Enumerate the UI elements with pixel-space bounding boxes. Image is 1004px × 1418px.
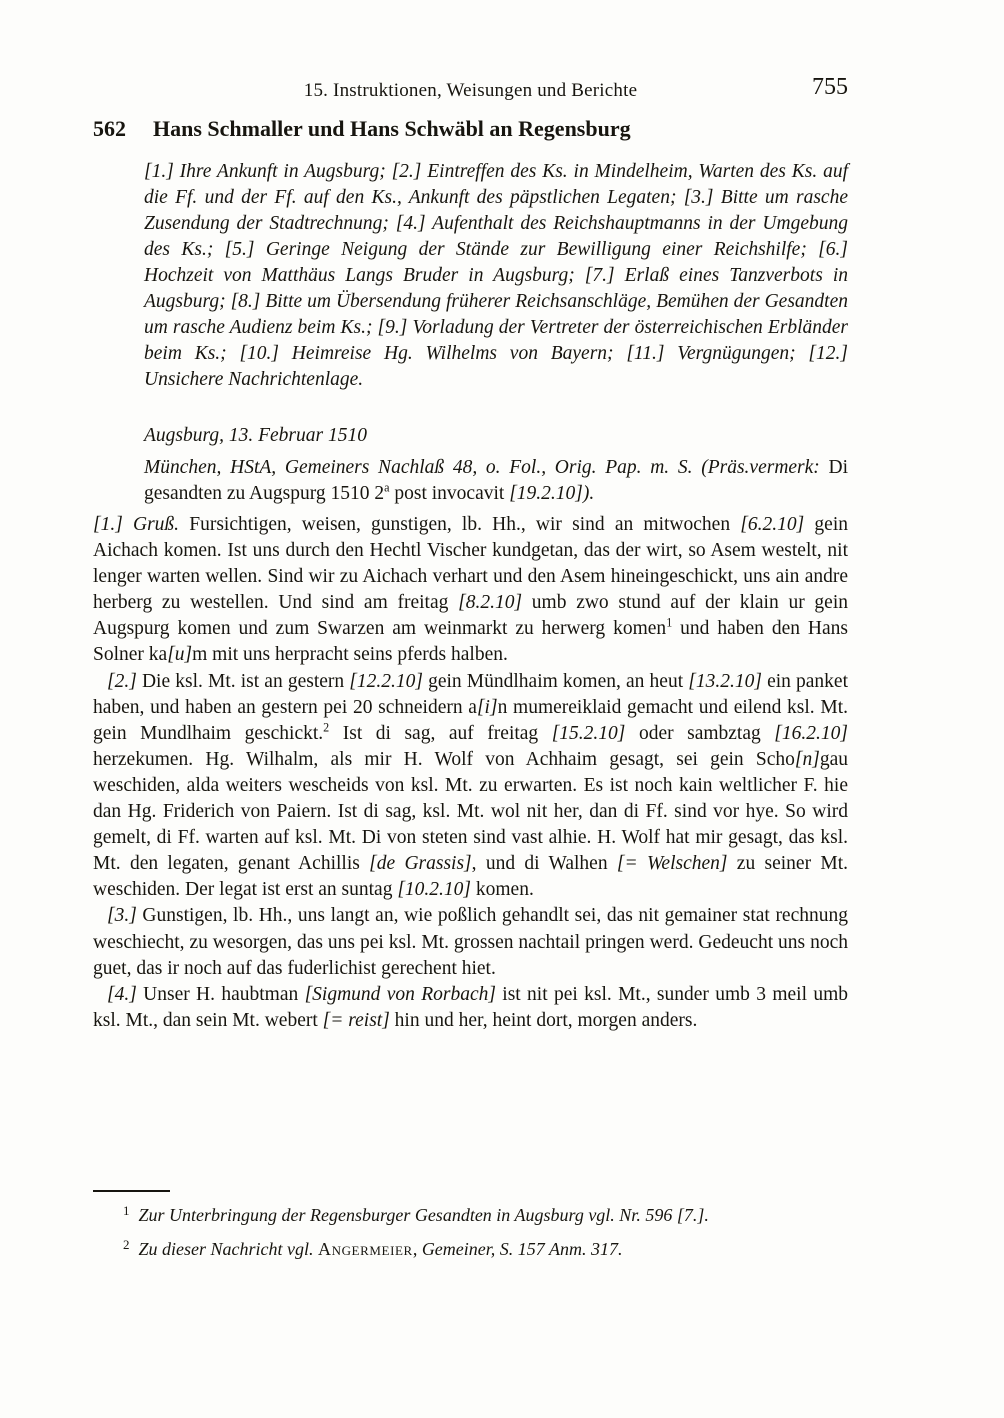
footnotes-section xyxy=(93,1190,848,1264)
document-number: 562 xyxy=(93,116,126,141)
running-head xyxy=(93,74,848,110)
page-number: 755 xyxy=(812,74,848,100)
body-paragraph-4: [4.] Unser H. haubtman [Sigmund von Rorbach] ist nit pei ksl. Mt., sunder umb 3 meil umb ksl. Mt., dan sein Mt. webert [= reist] hin und her, heint dort, morgen anders. xyxy=(93,983,848,1031)
archival-source-note: München, HStA, Gemeiners Nachlaß 48, o. Fol., Orig. Pap. m. S. (Präs.vermerk: Di gesandten zu Augspurg 1510 2$^a$ post invocavit [19.2.10]). xyxy=(144,457,848,504)
document-heading xyxy=(93,116,848,142)
document-summary: [1.] Ihre Ankunft in Augsburg; [2.] Eintreffen des Ks. in Mindelheim, Warten des Ks. auf die Ff. und der Ff. auf den Ks., Ankunft des päpstlichen Legaten; [3.] Bitte um rasche Zusendung der Stadtrechnung; [4.] Aufenthalt des Reichshauptmanns in der Umgebung des Ks.; [5.] Geringe Neigung der Stände zur Bewilligung einer Reichshilfe; [6.] Hochzeit von Matthäus Langs Bruder in Augsburg; [7.] Erlaß eines Tanzverbots in Augsburg; [8.] Bitte um Übersendung früherer Reichsanschläge, Bemühen der Gesandten um rasche Audienz beim Ks.; [9.] Vorladung der Vertreter der österreichischen Erbländer beim Ks.; [10.] Heimreise Hg. Wilhelms von Bayern; [11.] Vergnügungen; [12.] Unsichere Nachrichtenlage. xyxy=(144,161,848,390)
footnote-separator xyxy=(93,1190,170,1192)
running-head-title: 15. Instruktionen, Weisungen und Berichte xyxy=(303,80,638,101)
footnote-1-text: Zur Unterbringung der Regensburger Gesandten in Augsburg vgl. Nr. 596 [7.]. xyxy=(138,1205,709,1225)
body-paragraph-2: [2.] Die ksl. Mt. ist an gestern [12.2.10] gein Mündlhaim komen, an heut [13.2.10] ein panket haben, und haben an gestern pei 20 schneidern a[i]n mumereiklaid gemacht und eilend ksl. Mt. gein Mundlhaim geschickt.$^2$ Ist di sag, auf freitag [15.2.10] oder sambztag [16.2.10] herzekumen. Hg. Wilhalm, als mir H. Wolf von Achhaim gesagt, sei gein Scho[n]gau weschiden, alda weiters wescheids von ksl. Mt. zu erwarten. Es ist noch kain weltlicher F. hie dan Hg. Friderich von Paiern. Ist di sag, ksl. Mt. wol nit her, dan di Ff. sind vor hye. So wird gemelt, di Ff. warten auf ksl. Mt. Di von steten sind vast alhie. H. Wolf hat mir gesagt, das ksl. Mt. den legaten, genant Achillis [de Grassis], und di Walhen [= Welschen] zu seiner Mt. weschiden. Der legat ist erst an suntag [10.2.10] komen. xyxy=(93,670,849,901)
document-body xyxy=(93,512,848,1034)
footnote-1 xyxy=(93,1196,848,1230)
document-dateline: Augsburg, 13. Februar 1510 xyxy=(144,425,367,446)
document-title: Hans Schmaller und Hans Schwäbl an Regensburg xyxy=(153,116,631,141)
body-paragraph-1: [1.] Gruß. Fursichtigen, weisen, gunstigen, lb. Hh., wir sind an mitwochen [6.2.10] gein Aichach komen. Ist uns durch den Hechtl Vischer kundgetan, das der wirt, so Asem westelt, nit lenger warten wellen. Sind wir zu Aichach verhart und den Asem hineingeschickt, uns ain andre herberg zu westellen. Und sind am freitag [8.2.10] umb zwo stund auf der klain ur gein Augspurg komen und zum Swarzen am weinmarkt zu herwerg komen$^1$ und haben den Hans Solner ka[u]m mit uns herpracht seins pferds halben. xyxy=(93,514,848,666)
footnote-2-marker: 2 xyxy=(123,1237,130,1252)
footnote-2 xyxy=(93,1230,848,1264)
footnote-2-text: Zu dieser Nachricht vgl. Angermeier, Gemeiner, S. 157 Anm. 317. xyxy=(138,1239,623,1259)
footnote-1-marker: 1 xyxy=(123,1203,130,1218)
body-paragraph-3: [3.] Gunstigen, lb. Hh., uns langt an, wie poßlich gehandlt sei, das nit gemainer stat rechnung weschiecht, zu wesorgen, das uns pei ksl. Mt. grossen nachtail pringen werd. Gedeucht uns noch guet, das ir noch auf das fuderlichist gerechent hiet. xyxy=(93,905,848,979)
